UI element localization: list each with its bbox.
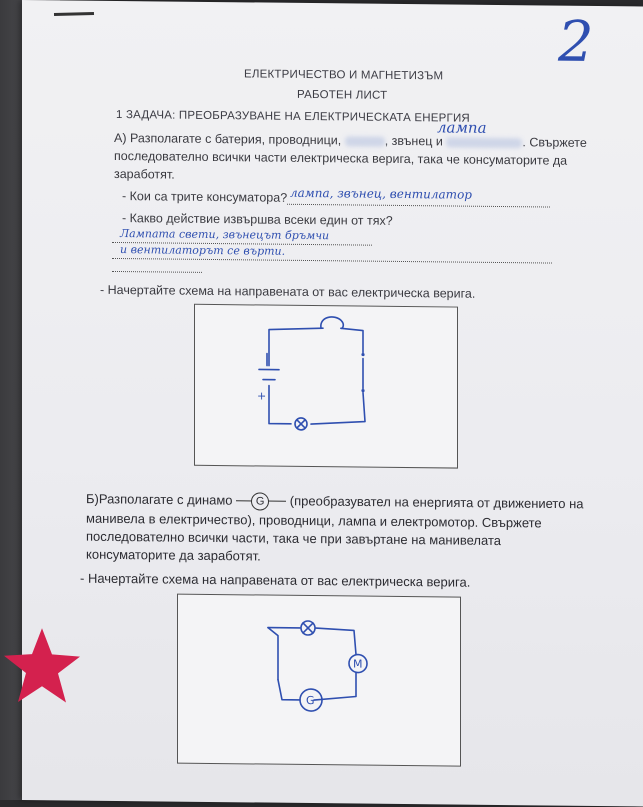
subject-title: ЕЛЕКТРИЧЕСТВО И МАГНЕТИЗЪМ [244, 68, 443, 82]
switch-contact [361, 389, 364, 392]
answer-actions-1: Лампата свети, звънецът бръмчи [120, 227, 329, 242]
worksheet-page [22, 0, 643, 807]
part-a-intro-1 [114, 131, 587, 150]
bell-symbol [321, 317, 343, 329]
blurred-word [446, 137, 522, 148]
part-a-intro-3: заработят. [114, 167, 175, 182]
star-sticker [2, 626, 88, 707]
part-b-intro-3: последователно всички части, така че при завъртане на манивелата [86, 529, 501, 548]
question-actions: - Какво действие извършва всеки един от тях? [122, 211, 393, 228]
part-b-intro-1a: Б)Разполагате с динамо [86, 491, 233, 508]
switch-contact [361, 353, 364, 356]
part-b-intro-1 [86, 491, 584, 514]
part-a-intro-1c: . Свържете [522, 135, 586, 150]
dynamo-symbol [236, 492, 286, 511]
worksheet-title: РАБОТЕН ЛИСТ [297, 89, 387, 102]
part-a-draw-prompt: - Начертайте схема на направената от вас електрическа верига. [100, 283, 475, 301]
circuit-diagram-a [195, 305, 457, 468]
diagram-b-frame [177, 594, 461, 767]
part-b-intro-4: консуматорите да заработят. [86, 547, 261, 564]
motor-label: M [353, 657, 362, 670]
part-a-intro-2: последователно всички части електрическа верига, така че консуматорите да [114, 149, 567, 168]
battery-plus-label: + [257, 389, 266, 402]
question-consumers: - Кои са трите консуматора? [122, 189, 287, 205]
part-a-intro-1a: А) Разполагате с батерия, проводници, [114, 131, 341, 147]
handwritten-lamp: лампа [437, 118, 487, 137]
circuit-diagram-b [178, 595, 460, 766]
page-number: 2 [558, 10, 594, 75]
task-title: 1 ЗАДАЧА: ПРЕОБРАЗУВАНЕ НА ЕЛЕКТРИЧЕСКАТА ЕНЕРГИЯ [116, 109, 470, 125]
blurred-word [345, 136, 385, 146]
generator-label: G [306, 694, 315, 707]
part-b-intro-2: манивела в електричество), проводници, лампа и електромотор. Свържете [86, 511, 542, 531]
part-b-draw-prompt: - Начертайте схема на направената от вас електрическа верига. [80, 571, 470, 590]
answer-consumers: лампа, звънец, вентилатор [290, 186, 472, 202]
answer-actions-2: и вентилаторът се върти. [120, 243, 285, 258]
part-a-intro-1b: , звънец и [385, 134, 443, 149]
part-b-intro-1b: (преобразувател на енергията от движението на [290, 493, 584, 511]
answer-line-4 [112, 261, 202, 273]
pencil-mark [54, 12, 94, 16]
diagram-a-frame [194, 304, 458, 469]
dynamo-letter: G [251, 492, 269, 510]
